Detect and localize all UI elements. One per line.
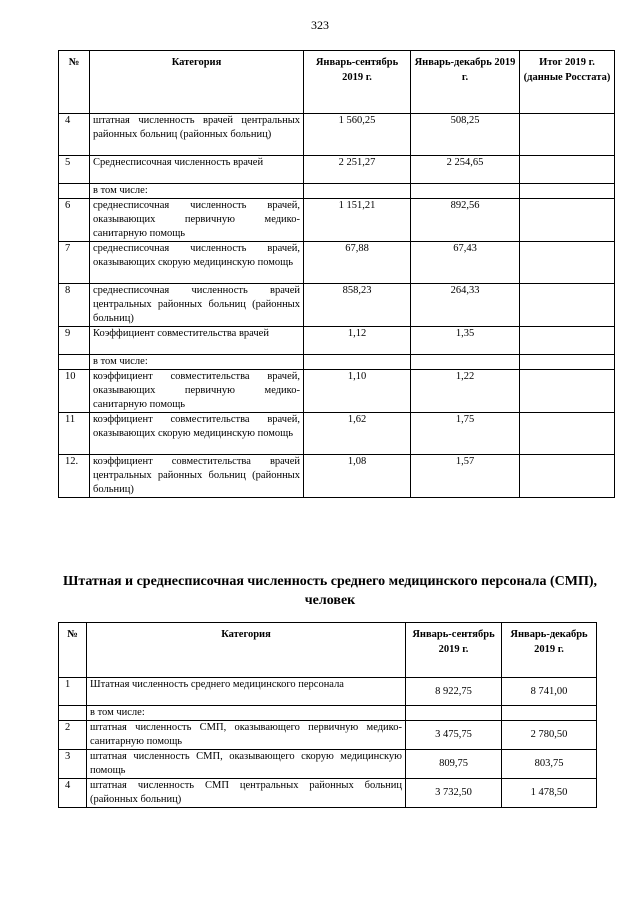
row-category: штатная численность СМП центральных районных больниц (районных больниц): [87, 779, 406, 808]
column-header-jan-dec: Январь-декабрь 2019 г.: [502, 623, 597, 678]
row-number: 11: [59, 413, 90, 455]
table-row: [59, 750, 597, 779]
table-row: [59, 413, 615, 455]
row-category: в том числе:: [90, 355, 304, 370]
column-header-number: №: [59, 623, 87, 678]
row-value-jan-dec: 2 780,50: [502, 721, 597, 750]
table-row: [59, 114, 615, 156]
table-row: [59, 284, 615, 327]
row-value-jan-sep: 3 475,75: [406, 721, 502, 750]
row-value-jan-sep: 809,75: [406, 750, 502, 779]
row-value-jan-dec: 803,75: [502, 750, 597, 779]
row-value-jan-dec: 892,56: [411, 199, 520, 242]
row-category: Коэффициент совместительства врачей: [90, 327, 304, 355]
row-number: [59, 184, 90, 199]
row-value-jan-sep: 67,88: [304, 242, 411, 284]
doctors-staffing-table: [58, 50, 615, 498]
row-number: 1: [59, 678, 87, 706]
row-value-jan-dec: 1 478,50: [502, 779, 597, 808]
row-value-jan-dec: 8 741,00: [502, 678, 597, 706]
row-value-jan-sep: 1 560,25: [304, 114, 411, 156]
row-value-rosstat: [520, 413, 615, 455]
row-value-rosstat: [520, 199, 615, 242]
row-value-jan-sep: 2 251,27: [304, 156, 411, 184]
row-value-jan-dec: [411, 355, 520, 370]
row-category: Штатная численность среднего медицинского персонала: [87, 678, 406, 706]
row-value-jan-sep: 1,12: [304, 327, 411, 355]
table-row: [59, 721, 597, 750]
row-value-rosstat: [520, 184, 615, 199]
column-header-category: Категория: [87, 623, 406, 678]
table-header-row: [59, 623, 597, 678]
row-category: в том числе:: [90, 184, 304, 199]
row-number: 8: [59, 284, 90, 327]
row-value-jan-sep: 1 151,21: [304, 199, 411, 242]
row-number: [59, 706, 87, 721]
table-row: [59, 199, 615, 242]
nursing-staff-table: [58, 622, 597, 808]
column-header-category: Категория: [90, 51, 304, 114]
column-header-jan-dec: Январь-декабрь 2019 г.: [411, 51, 520, 114]
row-value-jan-sep: 1,08: [304, 455, 411, 498]
row-number: 4: [59, 779, 87, 808]
row-category: штатная численность СМП, оказывающего скорую медицинскую помощь: [87, 750, 406, 779]
table-row: [59, 355, 615, 370]
row-value-jan-sep: [406, 706, 502, 721]
column-header-rosstat-total: Итог 2019 г. (данные Росстата): [520, 51, 615, 114]
row-value-rosstat: [520, 370, 615, 413]
row-value-jan-dec: 508,25: [411, 114, 520, 156]
table-row: [59, 156, 615, 184]
row-number: 10: [59, 370, 90, 413]
row-value-jan-dec: 67,43: [411, 242, 520, 284]
row-value-jan-sep: [304, 184, 411, 199]
row-value-rosstat: [520, 327, 615, 355]
row-category: штатная численность врачей центральных районных больниц (районных больниц): [90, 114, 304, 156]
table-row: [59, 370, 615, 413]
row-number: 6: [59, 199, 90, 242]
row-category: штатная численность СМП, оказывающего первичную медико-санитарную помощь: [87, 721, 406, 750]
row-number: 12.: [59, 455, 90, 498]
row-category: коэффициент совместительства врачей, оказывающих скорую медицинскую помощь: [90, 413, 304, 455]
row-value-jan-dec: [502, 706, 597, 721]
table-row: [59, 678, 597, 706]
row-value-rosstat: [520, 156, 615, 184]
column-header-jan-sep: Январь-сентябрь 2019 г.: [406, 623, 502, 678]
row-category: коэффициент совместительства врачей центральных районных больниц (районных больниц): [90, 455, 304, 498]
page-number: 323: [311, 18, 329, 32]
row-category: среднесписочная численность врачей, оказывающих первичную медико-санитарную помощь: [90, 199, 304, 242]
row-value-jan-sep: 858,23: [304, 284, 411, 327]
row-number: [59, 355, 90, 370]
table-row: [59, 327, 615, 355]
row-category: в том числе:: [87, 706, 406, 721]
row-value-rosstat: [520, 114, 615, 156]
row-value-jan-dec: 264,33: [411, 284, 520, 327]
row-value-jan-sep: [304, 355, 411, 370]
row-category: среднесписочная численность врачей центральных районных больниц (районных больниц): [90, 284, 304, 327]
row-number: 7: [59, 242, 90, 284]
table-row: [59, 184, 615, 199]
row-number: 5: [59, 156, 90, 184]
row-value-jan-sep: 8 922,75: [406, 678, 502, 706]
row-number: 9: [59, 327, 90, 355]
row-number: 4: [59, 114, 90, 156]
row-value-jan-sep: 3 732,50: [406, 779, 502, 808]
column-header-jan-sep: Январь-сентябрь 2019 г.: [304, 51, 411, 114]
column-header-number: №: [59, 51, 90, 114]
row-number: 2: [59, 721, 87, 750]
row-value-rosstat: [520, 284, 615, 327]
table-row: [59, 779, 597, 808]
row-value-jan-dec: 1,22: [411, 370, 520, 413]
row-category: Среднесписочная численность врачей: [90, 156, 304, 184]
row-value-jan-sep: 1,10: [304, 370, 411, 413]
section-title: Штатная и среднесписочная численность среднего медицинского персонала (СМП), человек: [62, 574, 598, 608]
row-number: 3: [59, 750, 87, 779]
row-value-jan-dec: [411, 184, 520, 199]
row-value-jan-dec: 1,57: [411, 455, 520, 498]
row-value-rosstat: [520, 355, 615, 370]
table-header-row: [59, 51, 615, 114]
row-value-jan-sep: 1,62: [304, 413, 411, 455]
row-value-jan-dec: 2 254,65: [411, 156, 520, 184]
row-value-jan-dec: 1,35: [411, 327, 520, 355]
table-row: [59, 455, 615, 498]
row-category: среднесписочная численность врачей, оказывающих скорую медицинскую помощь: [90, 242, 304, 284]
row-value-jan-dec: 1,75: [411, 413, 520, 455]
table-row: [59, 242, 615, 284]
row-category: коэффициент совместительства врачей, оказывающих первичную медико-санитарную помощь: [90, 370, 304, 413]
row-value-rosstat: [520, 242, 615, 284]
row-value-rosstat: [520, 455, 615, 498]
table-row: [59, 706, 597, 721]
